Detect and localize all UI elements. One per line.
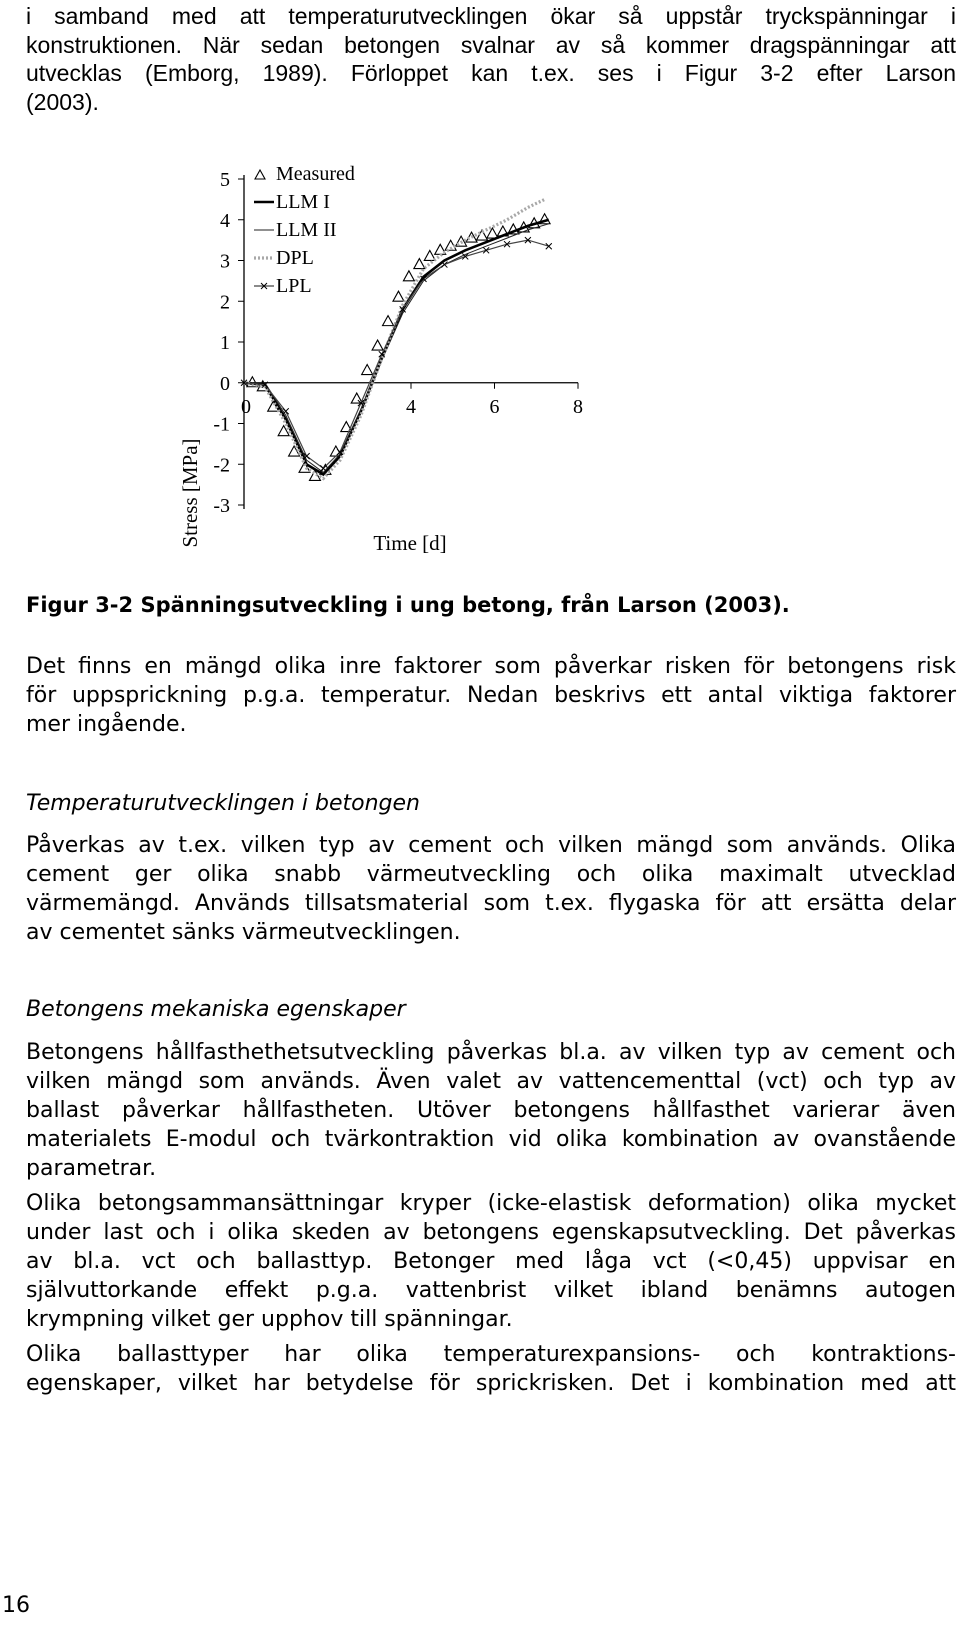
legend-label: LLM I bbox=[276, 191, 330, 213]
text-line: utvecklas (Emborg, 1989). Förloppet kan t.ex. ses i Figur 3-2 efter Larson bbox=[26, 60, 956, 86]
text-line: egenskaper, vilket har betydelse för sprickrisken. Det i kombination med att bbox=[26, 1371, 956, 1396]
legend-label: DPL bbox=[276, 247, 314, 269]
legend-label: LPL bbox=[276, 275, 312, 297]
y-tick-label: 1 bbox=[220, 332, 230, 354]
measured-point bbox=[278, 426, 289, 436]
text-line: materialets E-modul och tvärkontraktion vid olika kombination av ovanstående bbox=[26, 1127, 956, 1152]
y-tick-label: 2 bbox=[220, 291, 230, 314]
y-tick-label: -3 bbox=[213, 495, 230, 517]
text-line: krympning vilket ger upphov till spänningar. bbox=[26, 1307, 513, 1332]
text-line: cement ger olika snabb värmeutveckling och olika maximalt utvecklad bbox=[26, 862, 956, 887]
text-line: värmemängd. Används tillsatsmaterial som t.ex. flygaska för att ersätta delar bbox=[26, 891, 956, 916]
paragraph-risk bbox=[26, 652, 956, 739]
measured-point bbox=[383, 316, 394, 326]
text-line: av cementet sänks värmeutvecklingen. bbox=[26, 920, 461, 945]
paragraph-strength bbox=[26, 1038, 956, 1183]
paragraph-creep bbox=[26, 1189, 956, 1334]
section-heading-temperature: Temperaturutvecklingen i betongen bbox=[26, 791, 420, 816]
text-line: Betongens hållfasthethetsutveckling påverkas bl.a. av vilken typ av cement och bbox=[26, 1040, 956, 1065]
y-tick-label: -2 bbox=[213, 454, 230, 477]
y-axis-label: Stress [MPa] bbox=[178, 438, 202, 548]
text-line: mer ingående. bbox=[26, 712, 187, 737]
text-line: i samband med att temperaturutvecklingen ökar så uppstår tryckspänningar i bbox=[26, 3, 956, 29]
y-tick-label: 5 bbox=[220, 169, 230, 191]
measured-point bbox=[393, 291, 404, 301]
measured-point bbox=[372, 340, 383, 350]
text-line: Olika ballasttyper har olika temperaturexpansions- och kontraktions- bbox=[26, 1342, 956, 1367]
text-line: självuttorkande effekt p.g.a. vattenbrist vilket ibland benämns autogen bbox=[26, 1278, 956, 1303]
text-line: (2003). bbox=[26, 88, 99, 115]
y-tick-label: -1 bbox=[213, 413, 230, 436]
text-line: konstruktionen. När sedan betongen svalnar av så kommer dragspänningar att bbox=[26, 31, 956, 58]
text-line: av bl.a. vct och ballasttyp. Betonger med låga vct (<0,45) uppvisar en bbox=[26, 1249, 956, 1274]
chart-ticks bbox=[213, 169, 583, 517]
page-number: 16 bbox=[2, 1593, 30, 1618]
text-line: Olika betongsammansättningar kryper (icke-elastisk deformation) olika mycket bbox=[26, 1191, 956, 1216]
text-line: under last och i olika skeden av betongens egenskapsutveckling. Det påverkas bbox=[26, 1220, 956, 1245]
y-tick-label: 3 bbox=[220, 250, 230, 273]
x-tick-label: 8 bbox=[573, 395, 583, 418]
chart-legend bbox=[254, 163, 355, 297]
section-heading-mechanical: Betongens mekaniska egenskaper bbox=[26, 997, 406, 1022]
chart-series bbox=[241, 199, 552, 480]
paragraph-temperature bbox=[26, 831, 956, 947]
text-line: parametrar. bbox=[26, 1156, 157, 1181]
y-tick-label: 4 bbox=[220, 209, 230, 232]
text-line: Det finns en mängd olika inre faktorer som påverkar risken för betongens risk bbox=[26, 654, 956, 679]
x-axis-label: Time [d] bbox=[373, 531, 447, 555]
measured-point bbox=[362, 365, 373, 375]
stress-time-chart bbox=[0, 150, 960, 570]
legend-label: LLM II bbox=[276, 219, 337, 241]
measured-point bbox=[341, 422, 352, 432]
measured-point bbox=[351, 393, 362, 403]
measured-point bbox=[487, 228, 498, 238]
legend-marker-measured bbox=[255, 170, 265, 179]
x-tick-label: 6 bbox=[489, 395, 500, 418]
intro-paragraph bbox=[26, 2, 956, 116]
x-tick-label: 0 bbox=[241, 395, 251, 418]
lpl-point bbox=[320, 465, 326, 471]
measured-point bbox=[299, 462, 310, 472]
lpl-point bbox=[441, 262, 447, 268]
paragraph-aggregate bbox=[26, 1340, 956, 1398]
text-line: ballast påverkar hållfastheten. Utöver betongens hållfasthet varierar även bbox=[26, 1098, 956, 1123]
x-tick-label: 4 bbox=[406, 395, 416, 418]
measured-point bbox=[403, 271, 414, 281]
measured-point bbox=[414, 259, 425, 269]
text-line: vilken mängd som används. Även valet av vattencementtal (vct) och typ av bbox=[26, 1069, 956, 1094]
lpl-point bbox=[546, 243, 552, 249]
text-line: för uppsprickning p.g.a. temperatur. Nedan beskrivs ett antal viktiga faktorer bbox=[26, 683, 956, 708]
text-line: Påverkas av t.ex. vilken typ av cement och vilken mängd som används. Olika bbox=[26, 833, 956, 858]
y-tick-label: 0 bbox=[220, 372, 230, 395]
legend-label: Measured bbox=[276, 163, 355, 185]
figure-caption: Figur 3-2 Spänningsutveckling i ung betong, från Larson (2003). bbox=[26, 593, 790, 617]
